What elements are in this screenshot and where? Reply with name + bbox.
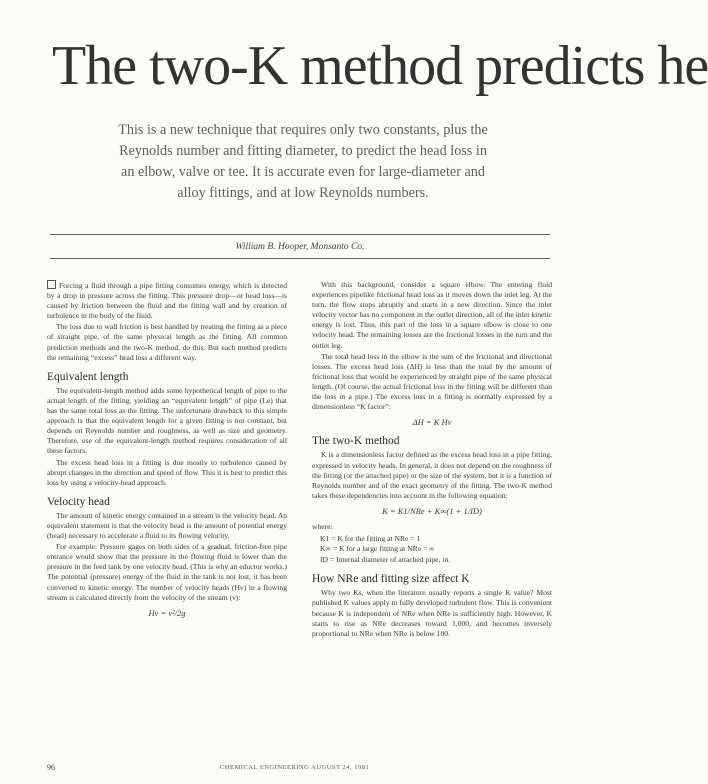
page-number: 96: [47, 763, 55, 772]
section-marker-icon: [47, 280, 56, 289]
left-column: [47, 280, 287, 624]
paragraph: K is a dimensionless factor defined as the excess head loss in a pipe fitting, expressed in velocity heads. In general, it does not depend on the roughness of the fitting (or the attached pipe) or the size of the system, but it is a function of Reynolds number and of the exact geometry of the fitting. The two-K method takes these dependencies into account in the following equation:: [312, 450, 552, 500]
heading-two-k-method: The two-K method: [312, 435, 400, 448]
paragraph: The equivalent-length method adds some hypothetical length of pipe to the actual length of the fitting, yielding an “equivalent length” of pipe (Le) that has the same total loss as the fitting. The unfortunate drawback to this simple approach is that the equivalent length for a given fitting is not constant, but depends on Reynolds number and roughness, as well as size and geometry. Therefore, use of the equivalent-length method requires consideration of all these factors.: [47, 385, 287, 456]
paragraph: The amount of kinetic energy contained in a stream is the velocity head. An equivalent statement is that the velocity head is the amount of potential energy (head) necessary to accelerate a fluid to its flowing velocity.: [47, 510, 287, 541]
article-title: The two-K method predicts he: [52, 35, 708, 97]
heading-equivalent-length: Equivalent length: [47, 370, 129, 383]
definition-item: K∞ = K for a large fitting at NRe = ∞: [320, 544, 435, 554]
definitions-list: [320, 534, 552, 565]
heading-velocity-head: Velocity head: [47, 495, 110, 508]
definition-item: ID = Internal diameter of attached pipe, in.: [320, 554, 451, 564]
right-column: [312, 280, 552, 640]
byline-rule-top: [50, 234, 550, 235]
intro-paragraph: Forcing a fluid through a pipe fitting consumes energy, which is detected by a drop in pressure across the fitting. This pressure drop—or head loss—is caused by friction between the fluid and the fitting wall and by creation of turbulence in the body of the fluid.: [47, 281, 287, 321]
journal-footer: CHEMICAL ENGINEERING AUGUST 24, 1981: [220, 764, 370, 771]
where-label: where:: [312, 521, 333, 531]
definition-item: K1 = K for the fitting at NRe = 1: [320, 534, 421, 544]
equation-excess-loss: ΔH = K Hv: [412, 417, 452, 428]
paragraph: The total head loss in the elbow is the sum of the frictional and directional losses. The excess head loss (ΔH) is less than the total by the amount of frictional loss that would be experienced by straight pipe of the same physical length. (Of course, the actual frictional loss in the fitting will be different than the loss in a pipe.) The excess loss in a fitting is normally expressed by a dimensionless “K factor”:: [312, 351, 552, 412]
heading-how-nre-affects-k: How NRe and fitting size affect K: [312, 573, 470, 586]
byline: William B. Hooper, Monsanto Co.: [235, 242, 365, 252]
equation-velocity-head: Hv = v²/2g: [148, 607, 186, 618]
article-deck: This is a new technique that requires only two constants, plus the Reynolds number and fitting diameter, to predict the head loss in an elbow, valve or tee. It is accurate even for large-diameter and alloy fittings, and at low Reynolds numbers.: [118, 122, 488, 201]
paragraph: Why two Ks, when the literature usually reports a single K value? Most published K values apply to fully developed turbulent flow. This is convenient because K is independent of NRe when NRe is sufficiently high. However, K starts to rise as NRe decreases toward 1,000, and becomes inversely proportional to NRe when NRe is below 100.: [312, 588, 552, 638]
paragraph: The excess head loss in a fitting is due mostly to turbulence caused by abrupt changes in the direction and speed of flow. This it is best to predict this loss by using a velocity-head approach.: [47, 457, 287, 487]
equation-two-k: K = K1/NRe + K∞(1 + 1/ID): [382, 505, 482, 516]
paragraph: With this background, consider a square elbow. The entering fluid experiences pipelike frictional head loss as it moves down the inlet leg. At the turn, the flow stops abruptly and starts in a new direction. Since the inlet velocity vector has no component in the outlet direction, all of the inlet kinetic energy is lost. Thus, this part of the loss in a square elbow is close to one velocity head. The remaining losses are the frictional losses in the turn and the outlet leg.: [312, 280, 552, 350]
paragraph: The loss due to wall friction is best handled by treating the fitting as a piece of straight pipe, of the same physical length as the fitting. All common prediction methods and the two-K method, do this. But each method predicts the remaining “excess” head loss a different way.: [47, 322, 287, 362]
byline-rule-bottom: [50, 258, 550, 259]
paragraph: For example: Pressure gages on both sides of a gradual, friction-free pipe entrance would show that the pressure in the flowing fluid is lower than the pressure in the feed tank by one velocity head. (This is why an eductor works.) The potential (pressure) energy of the fluid in the tank is not lost, it has been converted to kinetic energy. The number of velocity heads (Hv) in a flowing stream is calculated directly from the velocity of the stream (v):: [47, 542, 287, 602]
